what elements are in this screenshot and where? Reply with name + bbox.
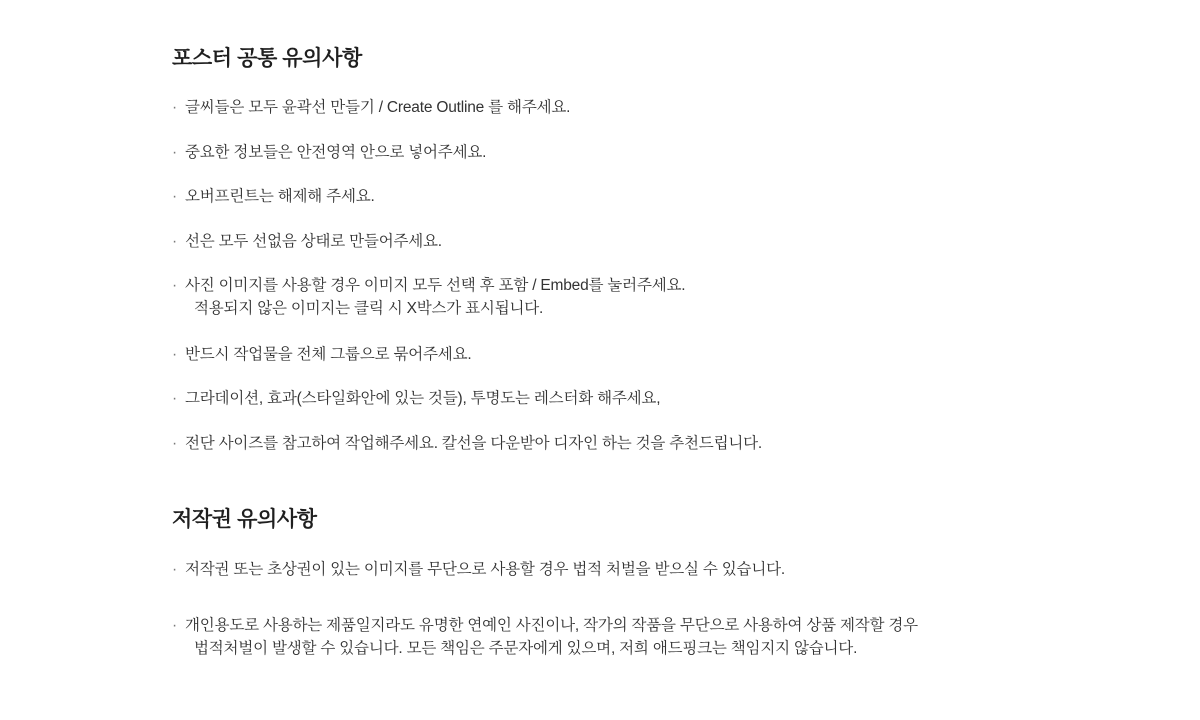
poster-notes-list <box>172 97 1140 455</box>
section-copyright-notes <box>172 507 1140 660</box>
section-title-copyright: 저작권 유의사항 <box>172 508 317 532</box>
note-text: 저작권 또는 초상권이 있는 이미지를 무단으로 사용할 경우 법적 처벌을 받으실 수 있습니다. <box>185 560 785 578</box>
list-item <box>172 142 1140 164</box>
list-item <box>172 231 1140 253</box>
bullet-marker: · <box>172 346 177 363</box>
list-item <box>172 97 1140 119</box>
note-text: 그라데이션, 효과(스타일화안에 있는 것들), 투명도는 레스터화 해주세요, <box>185 390 661 408</box>
bullet-marker: · <box>172 232 177 250</box>
bullet-marker: · <box>172 277 177 295</box>
note-text: 오버프린트는 해제해 주세요. <box>185 188 375 206</box>
list-item <box>172 559 1140 581</box>
note-text: 반드시 작업물을 전체 그룹으로 묶어주세요. <box>185 346 472 363</box>
list-item <box>172 186 1140 208</box>
bullet-marker: · <box>172 143 177 161</box>
bullet-marker: · <box>172 617 177 635</box>
bullet-marker: · <box>172 434 177 452</box>
section-poster-common-notes <box>172 46 1140 455</box>
bullet-marker: · <box>172 560 177 578</box>
bullet-marker: · <box>172 99 177 117</box>
note-text: 전단 사이즈를 참고하여 작업해주세요. 칼선을 다운받아 디자인 하는 것을 추천드립니다. <box>185 434 763 452</box>
note-text: 사진 이미지를 사용할 경우 이미지 모두 선택 후 포함 / Embed를 눌러주세요. <box>185 277 686 295</box>
copyright-notes-list <box>172 559 1140 660</box>
note-text: 중요한 정보들은 안전영역 안으로 넣어주세요. <box>185 143 487 161</box>
note-text-continuation: 법적처벌이 발생할 수 있습니다. 모든 책임은 주문자에게 있으며, 저희 애드핑크는 책임지지 않습니다. <box>194 639 858 657</box>
note-text-continuation: 적용되지 않은 이미지는 클릭 시 X박스가 표시됩니다. <box>194 299 544 317</box>
bullet-marker: · <box>172 390 177 408</box>
note-text: 선은 모두 선없음 상태로 만들어주세요. <box>185 232 442 250</box>
list-item <box>172 275 1140 320</box>
note-text: 개인용도로 사용하는 제품일지라도 유명한 연예인 사진이나, 작가의 작품을 무단으로 사용하여 상품 제작할 경우 <box>185 617 918 635</box>
list-item <box>172 433 1140 455</box>
page-title: 포스터 공통 유의사항 <box>172 47 362 70</box>
list-item <box>172 344 1140 366</box>
note-text: 글씨들은 모두 윤곽선 만들기 / Create Outline 를 해주세요. <box>185 99 571 117</box>
bullet-marker: · <box>172 188 177 206</box>
list-item <box>172 388 1140 410</box>
list-item <box>172 615 1140 660</box>
